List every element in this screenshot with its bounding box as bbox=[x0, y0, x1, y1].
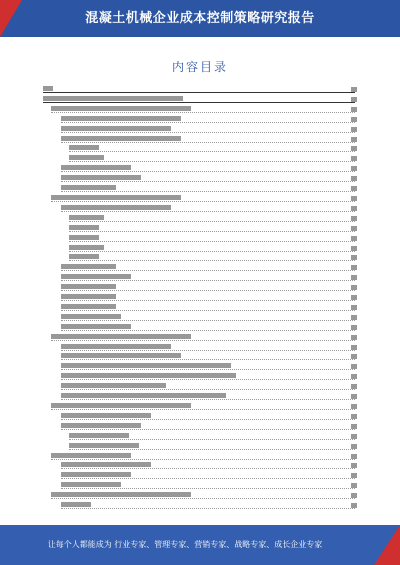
toc-entry-text bbox=[51, 195, 181, 200]
toc-entry-page bbox=[351, 176, 357, 181]
toc-entry bbox=[61, 460, 355, 469]
toc-entry-page bbox=[351, 325, 357, 330]
toc-entry-page bbox=[351, 454, 357, 459]
toc-entry-text bbox=[61, 185, 116, 190]
toc-entry-text bbox=[69, 245, 104, 250]
toc-entry-page bbox=[351, 493, 357, 498]
toc-entry bbox=[69, 243, 355, 252]
toc-entry bbox=[43, 84, 355, 93]
footer-bar bbox=[0, 525, 400, 565]
toc-entry-page bbox=[351, 354, 357, 359]
toc-entry bbox=[61, 411, 355, 420]
toc-entry bbox=[69, 441, 355, 450]
toc-entry-text bbox=[61, 482, 121, 487]
toc-entry-page bbox=[351, 137, 357, 142]
toc-entry bbox=[69, 252, 355, 261]
toc-entry-text bbox=[61, 353, 181, 358]
toc-entry-page bbox=[351, 345, 357, 350]
toc-entry-text bbox=[61, 284, 116, 289]
toc-entry bbox=[61, 470, 355, 479]
toc-entry-text bbox=[61, 264, 116, 269]
toc-entry-text bbox=[69, 254, 99, 259]
toc-entry bbox=[69, 213, 355, 222]
toc-entry-page bbox=[351, 374, 357, 379]
toc-entry bbox=[61, 124, 355, 133]
toc-entry-page bbox=[351, 117, 357, 122]
toc-entry-text bbox=[61, 126, 171, 131]
toc-entry-text bbox=[69, 145, 99, 150]
toc-entry-text bbox=[61, 393, 226, 398]
toc-entry bbox=[61, 480, 355, 489]
toc-entry bbox=[61, 312, 355, 321]
toc-entry-page bbox=[351, 315, 357, 320]
toc-entry bbox=[61, 203, 355, 212]
toc-entry bbox=[69, 223, 355, 232]
toc-entry bbox=[51, 451, 355, 460]
toc-entry-text bbox=[61, 383, 166, 388]
toc-entry-text bbox=[61, 423, 141, 428]
report-header-bar bbox=[0, 0, 400, 37]
toc-entry-text bbox=[61, 165, 131, 170]
toc-entry-page bbox=[351, 107, 357, 112]
toc-entry bbox=[51, 193, 355, 202]
toc-entry-page bbox=[351, 384, 357, 389]
toc-entry-page bbox=[351, 87, 357, 92]
toc-entry-page bbox=[351, 394, 357, 399]
toc-entry bbox=[61, 421, 355, 430]
footer-slogan: 让每个人都能成为 行业专家、管理专家、营销专家、战略专家、成长企业专家 bbox=[47, 540, 323, 549]
toc-entry-text bbox=[61, 344, 171, 349]
toc-entry bbox=[61, 262, 355, 271]
toc-entry-page bbox=[351, 226, 357, 231]
toc-entry-text bbox=[61, 502, 91, 507]
toc-entry-text bbox=[69, 235, 99, 240]
toc-entry-text bbox=[69, 155, 104, 160]
toc-entry-text bbox=[61, 205, 171, 210]
toc-entry-text bbox=[61, 294, 116, 299]
toc-entry bbox=[51, 104, 355, 113]
toc-entry-page bbox=[351, 196, 357, 201]
toc-entry-text bbox=[61, 324, 131, 329]
toc-entry bbox=[61, 302, 355, 311]
toc-entry-page bbox=[351, 483, 357, 488]
toc-entry-page bbox=[351, 404, 357, 409]
toc-entry-page bbox=[351, 434, 357, 439]
toc-entry bbox=[69, 143, 355, 152]
toc-entry bbox=[61, 351, 355, 360]
toc-entry bbox=[61, 134, 355, 143]
toc-entry bbox=[61, 272, 355, 281]
toc-entry-text bbox=[43, 86, 53, 91]
toc-entry bbox=[61, 183, 355, 192]
toc-entry bbox=[43, 94, 355, 103]
toc-entry-page bbox=[351, 146, 357, 151]
toc-entry-text bbox=[69, 215, 104, 220]
toc-entry-text bbox=[61, 314, 121, 319]
toc-entry bbox=[61, 173, 355, 182]
toc-entry bbox=[61, 381, 355, 390]
toc-entry-page bbox=[351, 186, 357, 191]
toc-entry-page bbox=[351, 414, 357, 419]
toc-entry-text bbox=[61, 116, 181, 121]
toc-entry-text bbox=[51, 334, 191, 339]
toc-entry-text bbox=[69, 433, 129, 438]
toc-entry-text bbox=[61, 274, 131, 279]
toc-entry bbox=[69, 431, 355, 440]
toc-entry bbox=[61, 361, 355, 370]
toc-entry-page bbox=[351, 444, 357, 449]
footer-red-corner bbox=[374, 525, 400, 565]
table-of-contents bbox=[43, 84, 355, 510]
toc-entry-page bbox=[351, 424, 357, 429]
toc-entry-text bbox=[61, 373, 236, 378]
toc-entry bbox=[61, 163, 355, 172]
toc-entry bbox=[61, 114, 355, 123]
toc-entry-text bbox=[61, 413, 151, 418]
toc-entry-page bbox=[351, 305, 357, 310]
toc-entry bbox=[61, 292, 355, 301]
toc-entry-text bbox=[61, 136, 181, 141]
toc-entry-page bbox=[351, 246, 357, 251]
toc-entry-text bbox=[61, 363, 231, 368]
toc-title: 内容目录 bbox=[171, 60, 228, 74]
toc-entry-page bbox=[351, 364, 357, 369]
toc-entry-page bbox=[351, 473, 357, 478]
toc-entry-text bbox=[61, 304, 116, 309]
toc-entry bbox=[69, 233, 355, 242]
toc-entry-page bbox=[351, 295, 357, 300]
toc-entry-text bbox=[51, 453, 131, 458]
toc-entry-text bbox=[61, 472, 131, 477]
toc-entry-page bbox=[351, 503, 357, 508]
toc-entry-text bbox=[51, 403, 191, 408]
toc-entry-text bbox=[43, 96, 183, 101]
toc-entry bbox=[61, 391, 355, 400]
toc-entry-text bbox=[51, 492, 191, 497]
toc-entry-text bbox=[61, 175, 141, 180]
toc-entry-page bbox=[351, 255, 357, 260]
toc-entry-text bbox=[69, 225, 99, 230]
toc-entry-page bbox=[351, 156, 357, 161]
toc-entry bbox=[61, 342, 355, 351]
toc-entry-page bbox=[351, 335, 357, 340]
toc-entry-text bbox=[69, 443, 139, 448]
toc-entry-page bbox=[351, 265, 357, 270]
toc-entry bbox=[61, 282, 355, 291]
toc-entry-page bbox=[351, 275, 357, 280]
toc-entry bbox=[51, 401, 355, 410]
toc-entry bbox=[51, 490, 355, 499]
toc-entry-page bbox=[351, 206, 357, 211]
toc-entry bbox=[61, 500, 355, 509]
report-title: 混凝土机械企业成本控制策略研究报告 bbox=[85, 11, 315, 26]
toc-entry-text bbox=[51, 106, 191, 111]
toc-entry bbox=[69, 153, 355, 162]
page-number bbox=[342, 517, 352, 522]
toc-entry-text bbox=[61, 462, 151, 467]
toc-entry-page bbox=[351, 127, 357, 132]
toc-entry-page bbox=[351, 236, 357, 241]
toc-entry bbox=[61, 371, 355, 380]
toc-entry bbox=[61, 322, 355, 331]
toc-entry-page bbox=[351, 285, 357, 290]
toc-entry bbox=[51, 332, 355, 341]
toc-entry-page bbox=[351, 216, 357, 221]
toc-entry-page bbox=[351, 97, 357, 102]
toc-entry-page bbox=[351, 166, 357, 171]
toc-entry-page bbox=[351, 463, 357, 468]
